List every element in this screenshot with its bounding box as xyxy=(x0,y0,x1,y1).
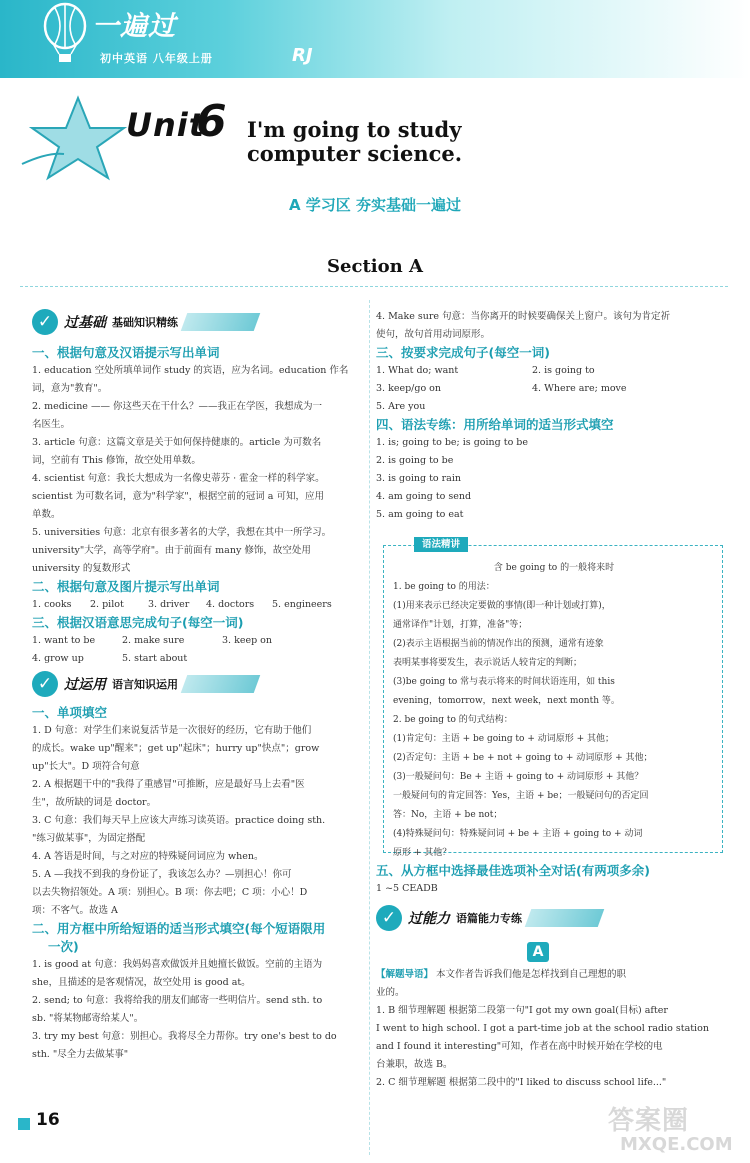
banner-sub: 语言知识运用 xyxy=(112,678,178,691)
answer-line: 2. A 根据题干中的"我得了重感冒"可推断，应是最好马上去看"医 xyxy=(32,779,305,790)
answer-row xyxy=(32,632,362,650)
banner-bar xyxy=(181,313,261,331)
answer-row xyxy=(376,380,728,398)
brand-title: 一遍过 xyxy=(92,11,176,42)
answer-line: 1. B 细节理解题 根据第二段第一句"I got my own goal(目标) after xyxy=(376,1005,668,1016)
answer-item: 5. engineers xyxy=(272,599,332,610)
answer-line: 生"，故所缺的词是 doctor。 xyxy=(32,797,157,808)
banner-main: 过能力 xyxy=(408,911,450,927)
answer-line: 3. is going to rain xyxy=(376,473,461,484)
grammar-lines xyxy=(393,578,715,863)
answer-line: 2. C 细节理解题 根据第二段中的"I liked to discuss school life..." xyxy=(376,1077,667,1088)
answer-line: up"长大"。D 项符合句意 xyxy=(32,761,140,772)
page-number: 16 xyxy=(36,1110,60,1130)
guide-label: 【解题导语】 xyxy=(376,969,434,980)
heading: 二、用方框中所给短语的适当形式填空(每个短语限用 xyxy=(32,921,326,936)
answer-line: scientist 为可数名词，意为"科学家"，根据空前的冠词 a 可知，应用 xyxy=(32,491,324,502)
answer-line: university 的复数形式 xyxy=(32,563,131,574)
answer-line: 词，空前有 This 修饰，故空处用单数。 xyxy=(32,455,201,466)
answer-line: (1)肯定句：主语 + be going to + 动词原形 + 其他； xyxy=(393,734,614,744)
answer-line: 单数。 xyxy=(32,509,61,520)
answer-item: 5. Are you xyxy=(376,401,426,412)
heading: 二、根据句意及图片提示写出单词 xyxy=(32,579,220,594)
answer-line: 台兼职，故选 B。 xyxy=(376,1059,453,1070)
answer-item: 1. What do; want xyxy=(376,365,459,376)
checkmark-icon: ✓ xyxy=(376,905,402,931)
heading: 三、根据汉语意思完成句子(每空一词) xyxy=(32,615,244,630)
answer-item: 2. is going to xyxy=(532,365,595,376)
answer-line: 3. C 句意：我们每天早上应该大声练习读英语。practice doing sth. xyxy=(32,815,326,826)
reading-answers xyxy=(376,966,728,1092)
answer-line: 2. is going to be xyxy=(376,455,454,466)
answer-line: sth. "尽全力去做某事" xyxy=(32,1049,129,1060)
answer-line: 的成长。wake up"醒来"；get up"起床"；hurry up"快点"；grow xyxy=(32,743,320,754)
watermark-url: MXQE.COM xyxy=(620,1134,733,1155)
answer-list xyxy=(376,308,728,344)
banner-bar xyxy=(181,675,261,693)
unit-number: 6 xyxy=(196,96,227,147)
answer-row xyxy=(32,596,362,614)
answer-line: 3. article 句意：这篇文章是关于如何保持健康的。article 为可数名 xyxy=(32,437,322,448)
banner-main: 过基础 xyxy=(64,315,106,331)
answer-line: 名医生。 xyxy=(32,419,71,430)
answer-line: 1. education 空处所填单词作 study 的宾语，应为名词。education 作名 xyxy=(32,365,349,376)
answer-item: 3. keep on xyxy=(222,635,273,646)
answer-line: and I found it interesting"可知，作者在高中时候开始在学校的电 xyxy=(376,1041,663,1052)
answer-line: she，且描述的是客观情况，故空处用 is good at。 xyxy=(32,977,251,988)
checkmark-icon: ✓ xyxy=(32,671,58,697)
answer-line: (3)一般疑问句：Be + 主语 + going to + 动词原形 + 其他？ xyxy=(393,772,644,782)
unit-title: I'm going to study computer science. xyxy=(247,117,463,166)
answer-line: (2)否定句：主语 + be + not + going to + 动词原形 + 其他； xyxy=(393,753,653,763)
answer-list xyxy=(32,362,362,578)
answer-line: 1. is; going to be; is going to be xyxy=(376,437,529,448)
answer-line: 2. send; to 句意：我将给我的朋友们邮寄一些明信片。send sth. to xyxy=(32,995,323,1006)
answer-line: 1. D 句意：对学生们来说复活节是一次很好的经历，它有助于他们 xyxy=(32,725,312,736)
answer-list xyxy=(32,956,362,1064)
answer-item: 2. make sure xyxy=(122,635,185,646)
heading: 一、根据句意及汉语提示写出单词 xyxy=(32,345,220,360)
edition-label: RJ xyxy=(292,45,313,66)
answer-list xyxy=(32,722,362,920)
section-title: Section A xyxy=(327,256,423,277)
heading: 三、按要求完成句子(每空一词) xyxy=(376,345,550,360)
answer-line: 2. be going to 的句式结构： xyxy=(393,715,513,725)
answer-line: 5. A —我找不到我的身份证了，我该怎么办？—别担心！你可 xyxy=(32,869,292,880)
heading: 一、单项填空 xyxy=(32,705,108,720)
guide-line xyxy=(376,966,728,984)
answer-row xyxy=(32,650,362,668)
answer-line: (1)用来表示已经决定要做的事情(即一种计划或打算)， xyxy=(393,601,611,611)
heading: 一次) xyxy=(48,939,79,954)
answer-row xyxy=(376,362,728,380)
answer-line: 4. am going to send xyxy=(376,491,472,502)
answer-list xyxy=(376,434,728,524)
answer-line: 2. medicine —— 你这些天在干什么？——我正在学医，我想成为一 xyxy=(32,401,322,412)
answer-line: 以去失物招领处。A 项：别担心。B 项：你去吧；C 项：小心！D xyxy=(32,887,308,898)
answer-line: "练习做某事"，为固定搭配 xyxy=(32,833,146,844)
banner-sub: 语篇能力专练 xyxy=(456,912,522,925)
star-decoration-icon xyxy=(18,94,138,182)
answer-line: university"大学，高等学府"。由于前面有 many 修饰，故空处用 xyxy=(32,545,311,556)
answer-line: 1. is good at 句意：我妈妈喜欢做饭并且她擅长做饭。空前的主语为 xyxy=(32,959,323,970)
answer-line: (3)be going to 常与表示将来的时间状语连用，如 this xyxy=(393,677,615,687)
area-heading: A 学习区 夯实基础一遍过 xyxy=(288,196,462,214)
answer-line: 答：No，主语 + be not； xyxy=(393,810,503,820)
column-divider xyxy=(369,300,370,1155)
right-column-lower xyxy=(376,862,728,932)
grammar-content xyxy=(393,559,715,863)
heading: 四、语法专练：用所给单词的适当形式填空 xyxy=(376,417,614,432)
answer-item: 1. cooks xyxy=(32,599,72,610)
answer-item: 5. start about xyxy=(122,653,188,664)
answer-line: 项：不客气。故选 A xyxy=(32,905,118,916)
answer-item: 1. want to be xyxy=(32,635,96,646)
answer-line: 5. am going to eat xyxy=(376,509,464,520)
watermark: 答案圈 xyxy=(608,1106,690,1136)
answer-line: 3. try my best 句意：别担心。我将尽全力帮你。try one's best to do xyxy=(32,1031,337,1042)
answer-line: I went to high school. I got a part-time job at the school radio station xyxy=(376,1023,709,1034)
answer-line: 使句，故句首用动词原形。 xyxy=(376,329,491,340)
book-subtitle: 初中英语 八年级上册 xyxy=(100,52,213,65)
answer-line: 4. Make sure 句意：当你离开的时候要确保关上窗户。该句为肯定祈 xyxy=(376,311,671,322)
answer-line: 通常译作"计划，打算，准备"等； xyxy=(393,620,528,630)
hot-air-balloon-icon xyxy=(38,2,92,66)
answer-line: 词，意为"教育"。 xyxy=(32,383,108,394)
answer-item: 4. Where are; move xyxy=(532,383,627,394)
left-column xyxy=(32,308,362,1064)
answer-item: 4. doctors xyxy=(206,599,255,610)
checkmark-icon: ✓ xyxy=(32,309,58,335)
answer-row xyxy=(376,398,728,416)
answer-line: 4. A 答语是时间，与之对应的特殊疑问词应为 when。 xyxy=(32,851,264,862)
answer-line: 1. be going to 的用法： xyxy=(393,582,495,592)
right-column xyxy=(376,308,728,524)
banner-main: 过运用 xyxy=(64,677,106,693)
answer-line: evening，tomorrow，next week，next month 等。 xyxy=(393,696,620,706)
answer-item: 4. grow up xyxy=(32,653,84,664)
grammar-title: 含 be going to 的一般将来时 xyxy=(493,563,615,573)
answer-line: 4. scientist 句意：我长大想成为一名像史蒂芬 · 霍金一样的科学家。 xyxy=(32,473,325,484)
grammar-tag: 语法精讲 xyxy=(414,537,468,552)
answer-item: 1 ~5 CEADB xyxy=(376,883,438,894)
answer-line: 一般疑问句的肯定回答：Yes，主语 + be；一般疑问句的否定回 xyxy=(393,791,649,801)
banner-sub: 基础知识精练 xyxy=(112,316,178,329)
answer-line: 业的。 xyxy=(376,987,405,998)
answer-item: 3. driver xyxy=(148,599,190,610)
banner-ability xyxy=(376,904,601,932)
banner-bar xyxy=(525,909,605,927)
answer-line: 原形 + 其他？ xyxy=(393,848,452,858)
answer-line: (4)特殊疑问句：特殊疑问词 + be + 主语 + going to + 动词 xyxy=(393,829,643,839)
page-marker xyxy=(18,1118,30,1130)
unit-label: Unit xyxy=(126,106,206,144)
guide-text: 本文作者告诉我们他是怎样找到自己理想的职 xyxy=(436,969,627,980)
heading: 五、从方框中选择最佳选项补全对话(有两项多余) xyxy=(376,863,650,878)
reading-badge: A xyxy=(527,942,549,962)
banner-basics xyxy=(32,308,257,336)
answer-item: 3. keep/go on xyxy=(376,383,442,394)
answer-line: sb. "将某物邮寄给某人"。 xyxy=(32,1013,144,1024)
answer-line: (2)表示主语根据当前的情况作出的预测，通常有迹象 xyxy=(393,639,604,649)
divider xyxy=(20,286,728,287)
answer-item: 2. pilot xyxy=(90,599,124,610)
answer-line: 表明某事将要发生，表示说话人较肯定的判断； xyxy=(393,658,583,668)
answer-list xyxy=(376,984,728,1092)
answer-line: 5. universities 句意：北京有很多著名的大学，我想在其中一所学习。 xyxy=(32,527,332,538)
banner-usage xyxy=(32,670,257,698)
